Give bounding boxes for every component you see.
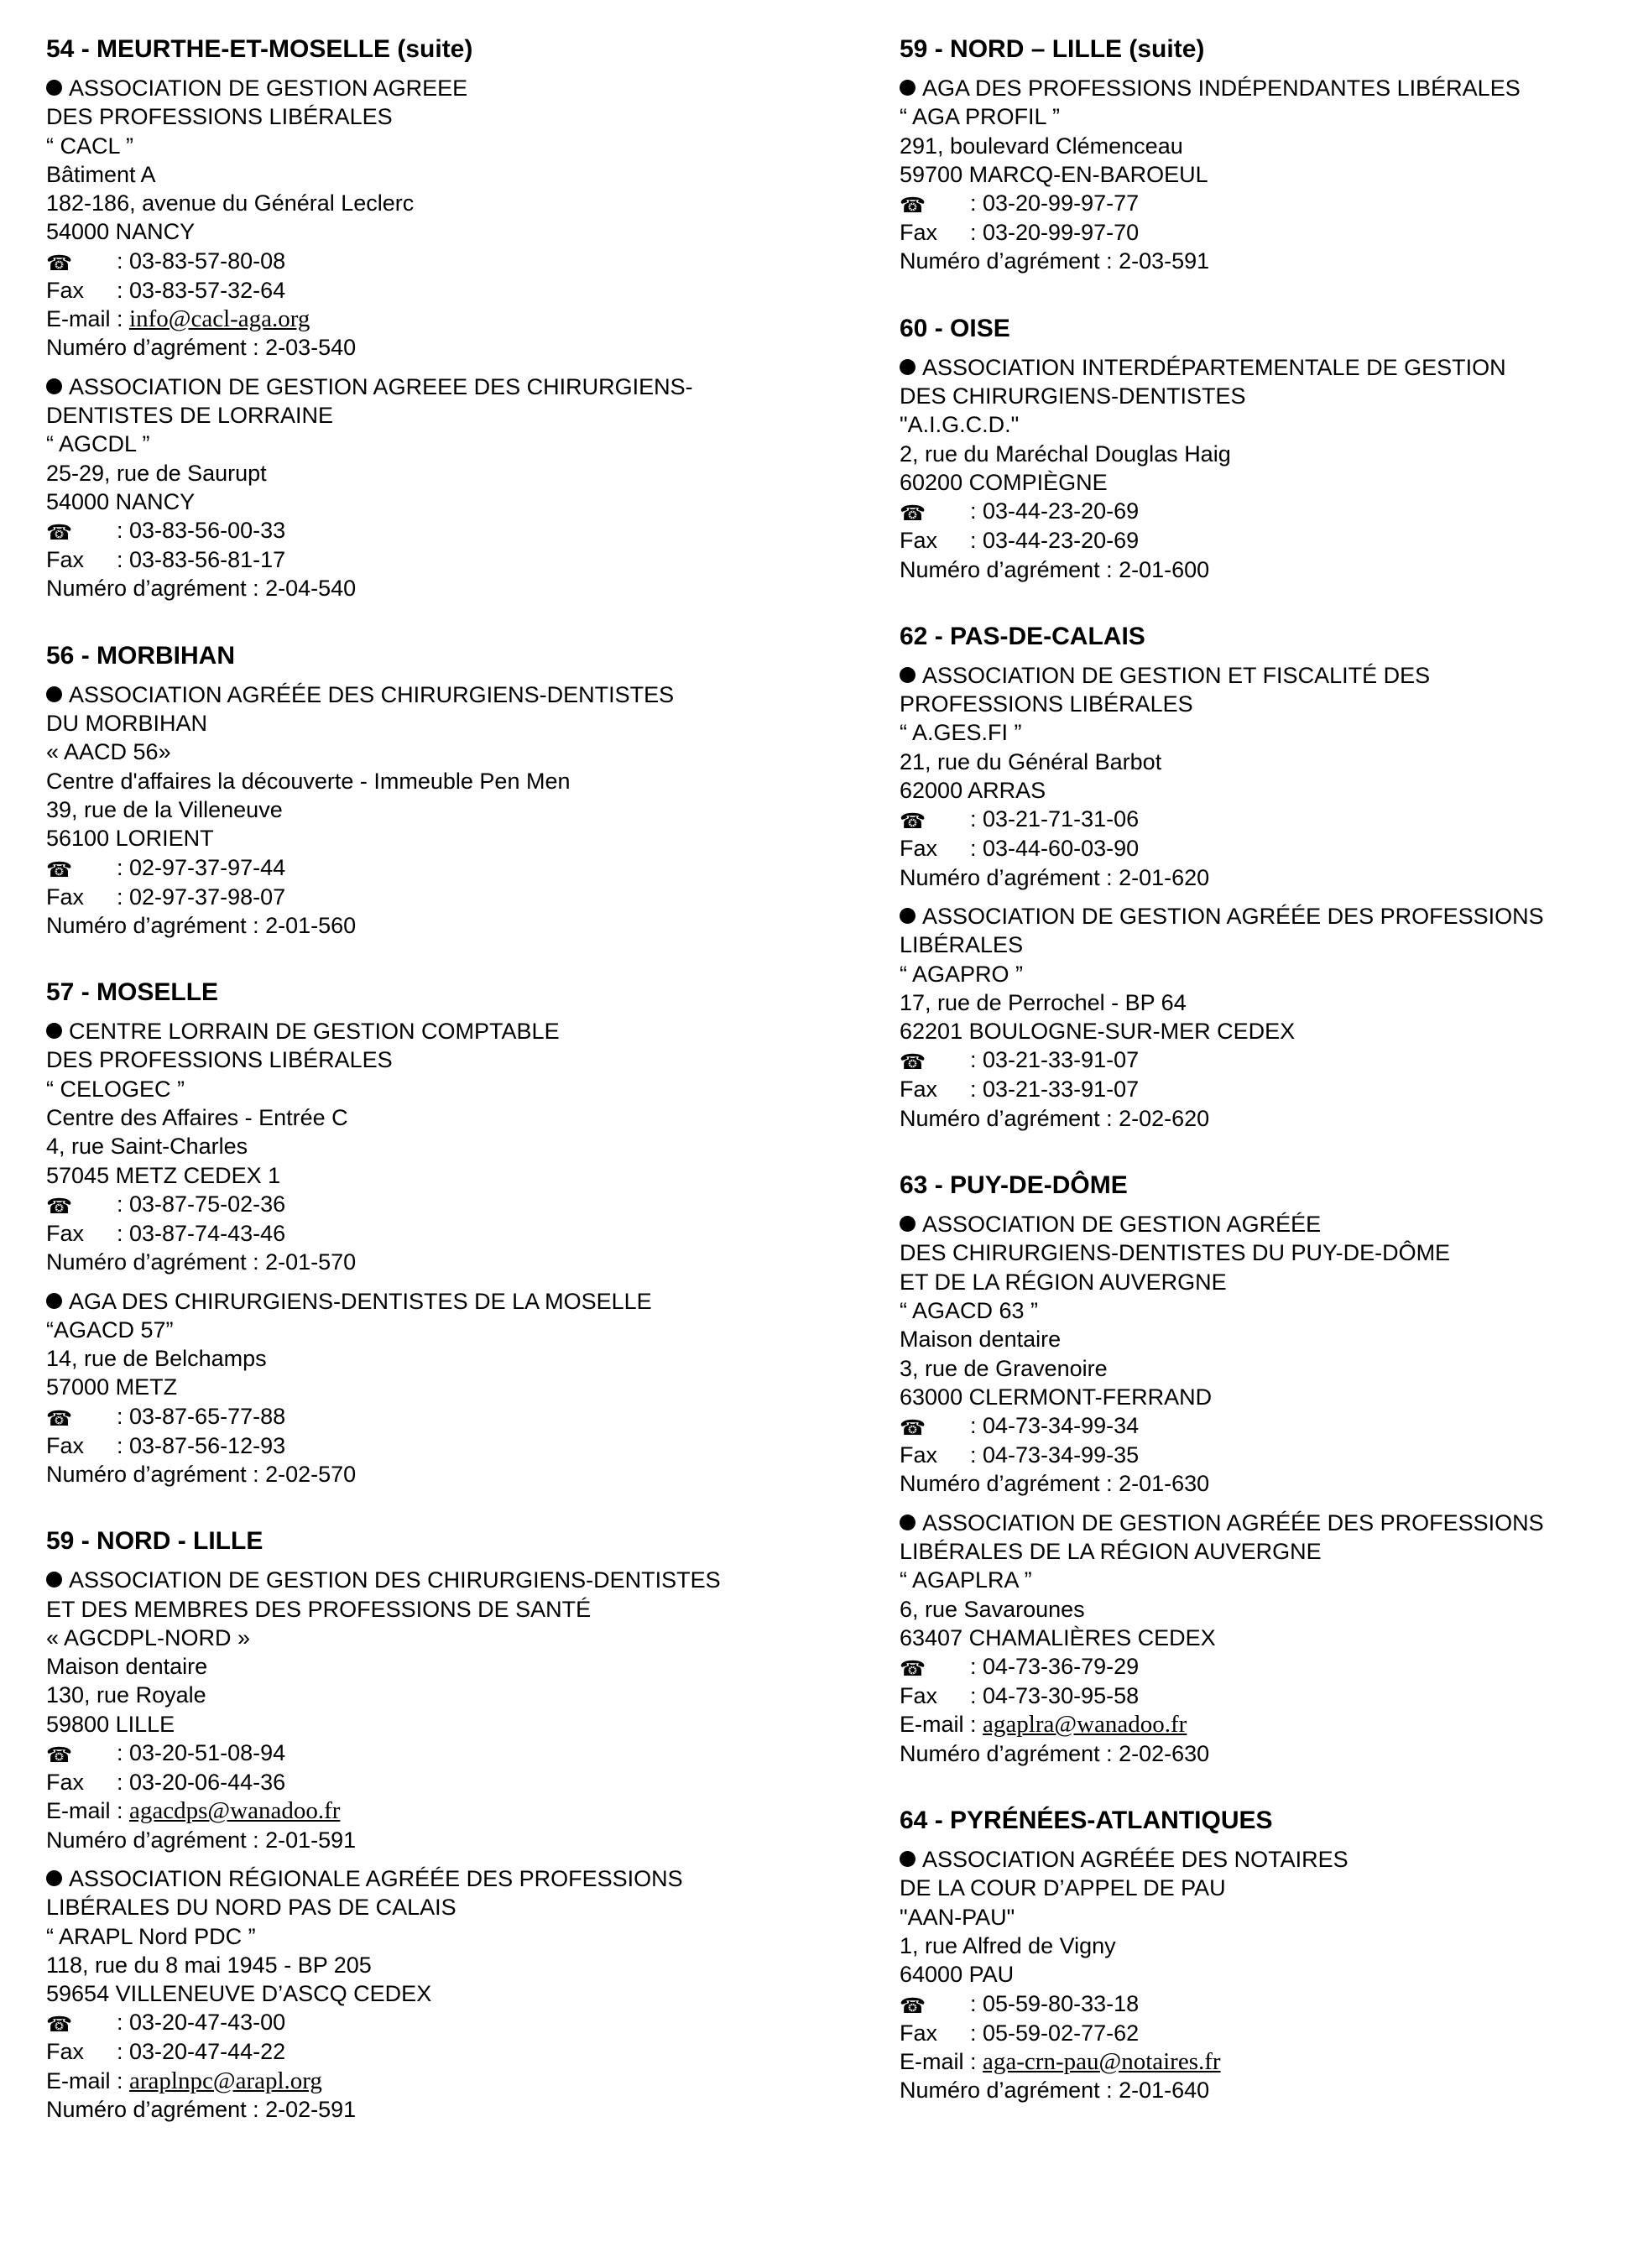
phone-line — [900, 189, 1621, 218]
fax-line — [900, 1681, 1621, 1710]
association-name-line — [46, 709, 801, 738]
phone-line — [900, 497, 1621, 526]
phone-icon: ☎ — [900, 502, 926, 526]
agrement-number: Numéro d’agrément : 2-04-540 — [46, 576, 357, 602]
bullet-icon — [900, 667, 916, 683]
association-acronym: « AACD 56» — [46, 739, 171, 765]
phone-line — [900, 1045, 1621, 1075]
address-line: 6, rue Savarounes — [900, 1596, 1085, 1622]
association-entry — [900, 661, 1621, 892]
association-name-line — [46, 1864, 801, 1893]
agrement-number: Numéro d’agrément : 2-02-630 — [900, 1740, 1210, 1766]
fax-label: Fax — [46, 277, 85, 303]
department-section — [900, 1805, 1621, 2104]
fax-number: : 03-20-06-44-36 — [117, 1770, 286, 1796]
association-name-line — [900, 902, 1621, 931]
association-entry — [900, 1210, 1621, 1499]
association-entry — [900, 902, 1621, 1133]
department-section — [46, 1525, 801, 2124]
department-section — [46, 640, 801, 940]
email-label: E-mail : — [900, 1712, 977, 1738]
address-line: 182-186, avenue du Général Leclerc — [46, 190, 415, 216]
agrement-number: Numéro d’agrément : 2-02-591 — [46, 2097, 357, 2123]
phone-number: : 04-73-34-99-34 — [970, 1413, 1140, 1439]
association-acronym: « AGCDPL-NORD » — [46, 1624, 251, 1650]
fax-label: Fax — [46, 884, 85, 910]
association-acronym: “ AGAPLRA ” — [900, 1567, 1032, 1593]
association-name-line — [900, 353, 1621, 382]
phone-icon: ☎ — [46, 251, 73, 275]
association-name: DES CHIRURGIENS-DENTISTES DU PUY-DE-DÔME — [900, 1240, 1451, 1266]
address-line: 118, rue du 8 mai 1945 - BP 205 — [46, 1952, 372, 1978]
email-label: E-mail : — [46, 1798, 123, 1824]
email-link[interactable]: agaplra@wanadoo.fr — [983, 1711, 1187, 1739]
bullet-icon — [900, 908, 916, 924]
email-link[interactable]: info@cacl-aga.org — [129, 305, 310, 333]
fax-number: : 03-20-47-44-22 — [117, 2039, 286, 2065]
agrement-number: Numéro d’agrément : 2-01-620 — [900, 864, 1210, 890]
agrement-number: Numéro d’agrément : 2-01-640 — [900, 2078, 1210, 2104]
association-entry — [46, 373, 801, 603]
phone-icon: ☎ — [900, 1994, 926, 2018]
phone-number: : 03-21-33-91-07 — [970, 1047, 1140, 1073]
association-name: ASSOCIATION DE GESTION AGRÉÉE DES PROFESSIONS — [922, 1509, 1544, 1535]
association-acronym: “ ARAPL Nord PDC ” — [46, 1923, 256, 1949]
phone-number: : 03-20-47-43-00 — [117, 2010, 286, 2036]
association-name: DES PROFESSIONS LIBÉRALES — [46, 1047, 393, 1073]
phone-number: : 03-20-99-97-77 — [970, 190, 1140, 216]
department-heading: 62 - PAS-DE-CALAIS — [900, 622, 1145, 650]
address-line: Maison dentaire — [46, 1654, 208, 1680]
fax-line — [46, 1768, 801, 1796]
address-line: Centre des Affaires - Entrée C — [46, 1105, 348, 1131]
fax-line — [900, 1075, 1621, 1103]
association-name-line — [46, 1566, 801, 1594]
association-name-line — [900, 1874, 1621, 1902]
email-line — [46, 305, 801, 333]
fax-number: : 03-21-33-91-07 — [970, 1077, 1140, 1103]
phone-icon: ☎ — [900, 1051, 926, 1075]
fax-label: Fax — [900, 1683, 938, 1709]
fax-number: : 04-73-30-95-58 — [970, 1683, 1140, 1709]
department-heading: 60 - OISE — [900, 314, 1010, 342]
address-line: 25-29, rue de Saurupt — [46, 460, 267, 486]
fax-number: : 03-83-56-81-17 — [117, 547, 286, 573]
association-name: ASSOCIATION DE GESTION AGREEE DES CHIRURGIENS- — [69, 373, 693, 399]
agrement-number: Numéro d’agrément : 2-02-620 — [900, 1105, 1210, 1131]
association-name-line — [900, 382, 1621, 410]
association-name-line — [900, 690, 1621, 718]
association-name-line — [900, 1509, 1621, 1537]
association-name: LIBÉRALES DE LA RÉGION AUVERGNE — [900, 1538, 1322, 1564]
phone-line — [46, 1402, 801, 1431]
fax-label: Fax — [900, 528, 938, 554]
department-section — [900, 1170, 1621, 1768]
fax-number: : 04-73-34-99-35 — [970, 1442, 1140, 1468]
fax-number: : 03-44-23-20-69 — [970, 528, 1140, 554]
phone-line — [46, 1190, 801, 1219]
association-name-line — [900, 1210, 1621, 1238]
address-line: 60200 COMPIÈGNE — [900, 469, 1108, 495]
department-heading: 54 - MEURTHE-ET-MOSELLE (suite) — [46, 35, 473, 63]
association-name-line — [46, 680, 801, 709]
association-name: ASSOCIATION DE GESTION ET FISCALITÉ DES — [922, 662, 1431, 688]
fax-line — [46, 276, 801, 305]
bullet-icon — [46, 378, 62, 394]
association-name: ASSOCIATION RÉGIONALE AGRÉÉE DES PROFESSIONS — [69, 1865, 683, 1891]
address-line: 57045 METZ CEDEX 1 — [46, 1162, 281, 1188]
address-line: 39, rue de la Villeneuve — [46, 796, 283, 822]
fax-line — [900, 218, 1621, 247]
association-name: CENTRE LORRAIN DE GESTION COMPTABLE — [69, 1019, 560, 1045]
agrement-number: Numéro d’agrément : 2-02-570 — [46, 1461, 357, 1487]
agrement-number: Numéro d’agrément : 2-01-591 — [46, 1827, 357, 1853]
address-line: 64000 PAU — [900, 1962, 1015, 1988]
email-label: E-mail : — [46, 2067, 123, 2093]
association-name-line — [46, 1893, 801, 1921]
association-entry — [46, 1864, 801, 2124]
address-line: 130, rue Royale — [46, 1682, 206, 1708]
email-line — [46, 2067, 801, 2095]
association-acronym: “AGACD 57” — [46, 1316, 174, 1343]
phone-line — [900, 805, 1621, 834]
association-name: ET DE LA RÉGION AUVERGNE — [900, 1269, 1227, 1295]
association-name: DES PROFESSIONS LIBÉRALES — [46, 104, 393, 130]
phone-line — [900, 1411, 1621, 1441]
bullet-icon — [46, 1023, 62, 1039]
association-name: ASSOCIATION DE GESTION DES CHIRURGIENS-DENTISTES — [69, 1567, 721, 1593]
phone-number: : 03-21-71-31-06 — [970, 806, 1140, 832]
address-line: 54000 NANCY — [46, 488, 196, 514]
association-name: DE LA COUR D’APPEL DE PAU — [900, 1875, 1226, 1901]
phone-icon: ☎ — [46, 1744, 73, 1768]
address-line: Centre d'affaires la découverte - Immeuble Pen Men — [46, 768, 571, 794]
email-label: E-mail : — [46, 306, 123, 332]
association-entry — [46, 680, 801, 940]
association-acronym: “ AGACD 63 ” — [900, 1297, 1039, 1323]
phone-number: : 05-59-80-33-18 — [970, 1990, 1140, 2016]
department-heading: 59 - NORD – LILLE (suite) — [900, 35, 1205, 63]
fax-label: Fax — [46, 1770, 85, 1796]
address-line: 17, rue de Perrochel - BP 64 — [900, 989, 1187, 1015]
fax-label: Fax — [46, 1220, 85, 1246]
bullet-icon — [900, 1216, 916, 1232]
bullet-icon — [46, 1870, 62, 1886]
agrement-number: Numéro d’agrément : 2-01-560 — [46, 912, 357, 938]
department-section — [900, 621, 1621, 1133]
association-name: LIBÉRALES — [900, 932, 1024, 958]
agrement-number: Numéro d’agrément : 2-03-591 — [900, 248, 1210, 274]
bullet-icon — [46, 1572, 62, 1588]
address-line: 2, rue du Maréchal Douglas Haig — [900, 441, 1231, 467]
phone-line — [46, 2008, 801, 2037]
fax-number: : 05-59-02-77-62 — [970, 2020, 1140, 2046]
association-name: DU MORBIHAN — [46, 711, 208, 737]
fax-line — [900, 2019, 1621, 2047]
phone-number: : 03-87-75-02-36 — [117, 1191, 286, 1217]
association-name: ASSOCIATION DE GESTION AGRÉÉE DES PROFESSIONS — [922, 903, 1544, 929]
association-name-line — [46, 373, 801, 401]
association-name-line — [900, 1845, 1621, 1874]
phone-line — [46, 853, 801, 883]
association-name-line — [900, 1238, 1621, 1267]
agrement-number: Numéro d’agrément : 2-03-540 — [46, 335, 357, 361]
address-line: 4, rue Saint-Charles — [46, 1134, 248, 1160]
fax-label: Fax — [900, 1442, 938, 1468]
association-name-line — [46, 401, 801, 430]
fax-line — [900, 834, 1621, 863]
association-name: LIBÉRALES DU NORD PAS DE CALAIS — [46, 1895, 456, 1921]
phone-icon: ☎ — [46, 1194, 73, 1218]
agrement-number: Numéro d’agrément : 2-01-600 — [900, 556, 1210, 582]
phone-icon: ☎ — [46, 1406, 73, 1431]
association-name-line — [46, 102, 801, 131]
association-name: ASSOCIATION AGRÉÉE DES NOTAIRES — [922, 1847, 1348, 1873]
department-section — [46, 34, 801, 603]
association-entry — [46, 1566, 801, 1854]
phone-icon: ☎ — [900, 1416, 926, 1441]
phone-number: : 04-73-36-79-29 — [970, 1654, 1140, 1680]
bullet-icon — [900, 1515, 916, 1530]
address-line: 56100 LORIENT — [46, 826, 214, 852]
fax-line — [46, 1219, 801, 1248]
address-line: 54000 NANCY — [46, 219, 196, 245]
phone-icon: ☎ — [46, 521, 73, 545]
association-acronym: “ A.GES.FI ” — [900, 720, 1022, 746]
address-line: 59800 LILLE — [46, 1711, 175, 1737]
fax-line — [46, 883, 801, 911]
right-column — [900, 34, 1621, 2141]
address-line: 3, rue de Gravenoire — [900, 1355, 1108, 1381]
email-link[interactable]: aga-crn-pau@notaires.fr — [983, 2047, 1221, 2075]
address-line: 291, boulevard Clémenceau — [900, 133, 1183, 159]
association-name: DENTISTES DE LORRAINE — [46, 402, 334, 428]
bullet-icon — [46, 686, 62, 702]
phone-icon: ☎ — [900, 1657, 926, 1681]
association-acronym: "A.I.G.C.D." — [900, 412, 1020, 438]
association-name: DES CHIRURGIENS-DENTISTES — [900, 383, 1246, 409]
association-name-line — [46, 1595, 801, 1624]
fax-number: : 03-20-99-97-70 — [970, 220, 1140, 246]
agrement-number: Numéro d’agrément : 2-01-570 — [46, 1249, 357, 1275]
association-name: PROFESSIONS LIBÉRALES — [900, 691, 1193, 717]
email-link[interactable]: araplnpc@arapl.org — [129, 2067, 322, 2094]
fax-label: Fax — [900, 220, 938, 246]
bullet-icon — [900, 359, 916, 375]
agrement-number: Numéro d’agrément : 2-01-630 — [900, 1471, 1210, 1497]
association-name: ASSOCIATION INTERDÉPARTEMENTALE DE GESTION — [922, 354, 1506, 380]
address-line: Bâtiment A — [46, 161, 156, 187]
phone-line — [46, 516, 801, 545]
department-heading: 57 - MOSELLE — [46, 978, 219, 1007]
fax-line — [46, 2037, 801, 2066]
association-entry — [900, 1845, 1621, 2104]
fax-number: : 02-97-37-98-07 — [117, 884, 286, 910]
department-heading: 63 - PUY-DE-DÔME — [900, 1171, 1128, 1200]
department-heading: 56 - MORBIHAN — [46, 641, 236, 670]
fax-line — [46, 1431, 801, 1460]
left-column — [46, 34, 801, 2161]
phone-number: : 03-83-56-00-33 — [117, 518, 286, 544]
association-name: ET DES MEMBRES DES PROFESSIONS DE SANTÉ — [46, 1596, 592, 1622]
phone-line — [46, 247, 801, 276]
association-acronym: “ AGAPRO ” — [900, 961, 1024, 987]
association-entry — [900, 353, 1621, 584]
association-acronym: “ CELOGEC ” — [46, 1076, 185, 1102]
association-name-line — [46, 1017, 801, 1045]
fax-label: Fax — [900, 836, 938, 862]
fax-label: Fax — [46, 1432, 85, 1458]
fax-label: Fax — [46, 2039, 85, 2065]
association-entry — [46, 1287, 801, 1489]
fax-number: : 03-87-56-12-93 — [117, 1432, 286, 1458]
fax-line — [900, 1441, 1621, 1469]
phone-number: : 02-97-37-97-44 — [117, 854, 286, 880]
association-acronym: “ AGA PROFIL ” — [900, 104, 1061, 130]
phone-line — [900, 1989, 1621, 2019]
association-name-line — [900, 1537, 1621, 1566]
association-entry — [46, 1017, 801, 1276]
email-link[interactable]: agacdps@wanadoo.fr — [129, 1797, 341, 1825]
association-entry — [46, 74, 801, 362]
address-line: 21, rue du Général Barbot — [900, 748, 1162, 774]
phone-number: : 03-20-51-08-94 — [117, 1740, 286, 1766]
association-name-line — [46, 1045, 801, 1074]
phone-number: : 03-44-23-20-69 — [970, 498, 1140, 524]
bullet-icon — [46, 1293, 62, 1309]
phone-icon: ☎ — [46, 2013, 73, 2037]
phone-icon: ☎ — [46, 858, 73, 882]
fax-number: : 03-87-74-43-46 — [117, 1220, 286, 1246]
department-heading: 59 - NORD - LILLE — [46, 1527, 263, 1556]
phone-line — [900, 1652, 1621, 1681]
association-name-line — [900, 661, 1621, 690]
association-name: AGA DES PROFESSIONS INDÉPENDANTES LIBÉRALES — [922, 76, 1521, 101]
fax-label: Fax — [900, 2020, 938, 2046]
association-name-line — [900, 1268, 1621, 1296]
association-acronym: "AAN-PAU" — [900, 1904, 1015, 1930]
association-name: ASSOCIATION DE GESTION AGREEE — [69, 76, 468, 101]
association-name: ASSOCIATION DE GESTION AGRÉÉE — [922, 1212, 1322, 1238]
department-section — [900, 313, 1621, 584]
email-label: E-mail : — [900, 2048, 977, 2074]
fax-line — [46, 545, 801, 574]
fax-label: Fax — [900, 1077, 938, 1103]
address-line: 62000 ARRAS — [900, 778, 1046, 804]
association-acronym: “ AGCDL ” — [46, 431, 150, 457]
association-name: ASSOCIATION AGRÉÉE DES CHIRURGIENS-DENTISTES — [69, 681, 675, 707]
bullet-icon — [900, 80, 916, 96]
department-section — [46, 977, 801, 1489]
address-line: 57000 METZ — [46, 1374, 178, 1400]
fax-label: Fax — [46, 547, 85, 573]
association-entry — [900, 1509, 1621, 1768]
address-line: 63407 CHAMALIÈRES CEDEX — [900, 1624, 1216, 1650]
association-entry — [900, 74, 1621, 276]
association-name-line — [46, 74, 801, 102]
address-line: 62201 BOULOGNE-SUR-MER CEDEX — [900, 1019, 1296, 1045]
address-line: 59654 VILLENEUVE D’ASCQ CEDEX — [46, 1981, 432, 2007]
address-line: Maison dentaire — [900, 1327, 1062, 1353]
phone-icon: ☎ — [900, 194, 926, 218]
address-line: 1, rue Alfred de Vigny — [900, 1932, 1116, 1958]
association-name-line — [900, 74, 1621, 102]
email-line — [46, 1796, 801, 1825]
association-name-line — [900, 931, 1621, 959]
association-name: AGA DES CHIRURGIENS-DENTISTES DE LA MOSELLE — [69, 1288, 652, 1314]
address-line: 63000 CLERMONT-FERRAND — [900, 1384, 1213, 1410]
bullet-icon — [900, 1851, 916, 1867]
department-section — [900, 34, 1621, 276]
department-heading: 64 - PYRÉNÉES-ATLANTIQUES — [900, 1807, 1273, 1835]
phone-number: : 03-83-57-80-08 — [117, 248, 286, 274]
bullet-icon — [46, 80, 62, 96]
address-line: 59700 MARCQ-EN-BAROEUL — [900, 161, 1208, 187]
email-line — [900, 1710, 1621, 1739]
phone-number: : 03-87-65-77-88 — [117, 1403, 286, 1429]
association-name-line — [46, 1287, 801, 1316]
phone-icon: ☎ — [900, 810, 926, 834]
email-line — [900, 2047, 1621, 2076]
address-line: 14, rue de Belchamps — [46, 1346, 267, 1372]
association-acronym: “ CACL ” — [46, 133, 134, 159]
phone-line — [46, 1739, 801, 1768]
fax-line — [900, 526, 1621, 555]
fax-number: : 03-44-60-03-90 — [970, 836, 1140, 862]
fax-number: : 03-83-57-32-64 — [117, 277, 286, 303]
